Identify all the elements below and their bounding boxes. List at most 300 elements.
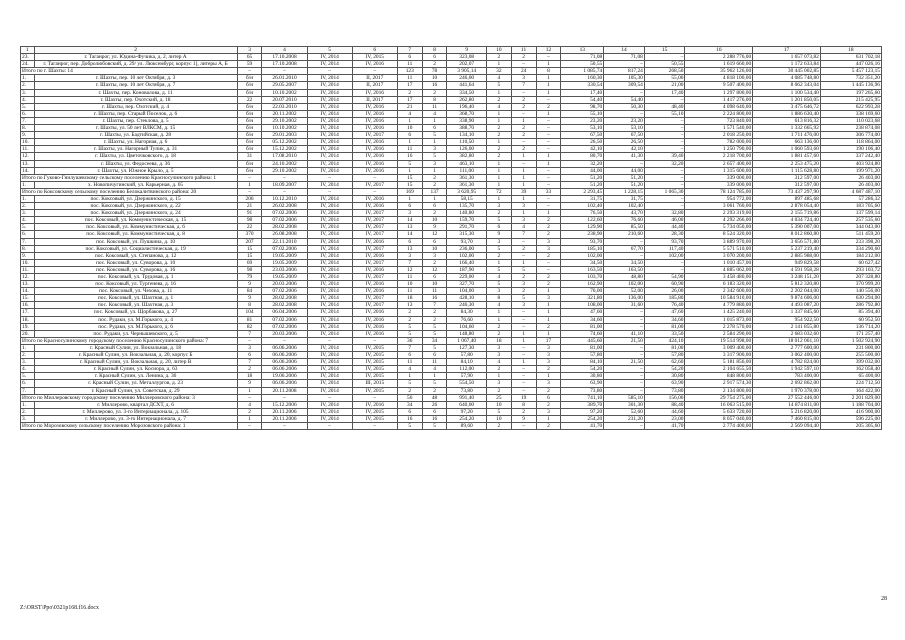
table-cell: 1 bbox=[536, 89, 561, 96]
subtotal-cell: 48 bbox=[422, 394, 447, 401]
table-cell: 441,64 bbox=[447, 82, 486, 89]
table-cell: 2 bbox=[397, 89, 422, 96]
address-cell: пос. Коксовый, ул. Коммунистическая, д. 6 bbox=[34, 224, 237, 231]
table-cell: 2 bbox=[422, 89, 447, 96]
row-number-cell: 15. bbox=[21, 295, 35, 302]
table-cell: 257 535,60 bbox=[820, 217, 881, 224]
table-cell: 52,60 bbox=[604, 408, 645, 415]
table-cell: 93,70 bbox=[561, 238, 604, 245]
row-number-cell: 2. bbox=[21, 82, 35, 89]
table-cell: 60,90 bbox=[644, 281, 685, 288]
table-cell: IV, 2017 bbox=[352, 295, 397, 302]
table-cell: 2 bbox=[422, 387, 447, 394]
subtotal-cell: 27 552 446,00 bbox=[753, 394, 821, 401]
table-cell: IV, 2017 bbox=[352, 132, 397, 139]
table-cell: 14 bbox=[397, 217, 422, 224]
table-cell: IV, 2014 bbox=[307, 252, 352, 259]
row-number-cell: 11. bbox=[21, 266, 35, 273]
table-row bbox=[21, 82, 882, 89]
subtotal-cell: 156,00 bbox=[644, 394, 685, 401]
subtotal-cell: 1 228,15 bbox=[604, 188, 645, 195]
table-cell: – bbox=[536, 146, 561, 153]
table-cell: – bbox=[511, 323, 536, 330]
table-cell: 1 bbox=[536, 415, 561, 422]
table-row bbox=[21, 266, 882, 273]
table-cell: 732 351,20 bbox=[820, 75, 881, 82]
table-cell: 630 294,00 bbox=[820, 295, 881, 302]
subtotal-cell: 6 bbox=[536, 394, 561, 401]
table-cell: 6 bbox=[237, 352, 262, 359]
table-cell: 1 bbox=[397, 373, 422, 380]
column-number-cell: 10 bbox=[486, 47, 511, 54]
table-cell: 5 bbox=[397, 330, 422, 337]
table-cell: 1 bbox=[511, 167, 536, 174]
row-number-cell: 7. bbox=[21, 117, 35, 124]
table-cell: 9 bbox=[237, 281, 262, 288]
subtotal-cell: – bbox=[604, 422, 645, 429]
table-cell: 1 bbox=[511, 153, 536, 160]
subtotal-cell: 137 bbox=[422, 188, 447, 195]
table-cell: 160,30 bbox=[561, 75, 604, 82]
table-cell: 140,80 bbox=[447, 210, 486, 217]
table-cell: 511 459,20 bbox=[820, 231, 881, 238]
table-cell: б/н bbox=[237, 167, 262, 174]
table-row bbox=[21, 330, 882, 337]
subtotal-cell: – bbox=[307, 394, 352, 401]
table-row bbox=[21, 415, 882, 422]
table-cell: 110,50 bbox=[447, 139, 486, 146]
column-number-cell: 15 bbox=[644, 47, 685, 54]
table-cell: 2 bbox=[536, 366, 561, 373]
table-cell: 2 bbox=[511, 132, 536, 139]
table-cell: 3 248 151,20 bbox=[753, 274, 821, 281]
table-cell: 6 bbox=[486, 224, 511, 231]
table-cell: 44,00 bbox=[561, 167, 604, 174]
table-cell: 339 000,00 bbox=[685, 181, 753, 188]
table-cell: 1 100 534,40 bbox=[753, 89, 821, 96]
subtotal-row bbox=[21, 394, 882, 401]
table-cell: 11 bbox=[397, 146, 422, 153]
table-cell: – bbox=[604, 380, 645, 387]
table-cell: IV, 2015 bbox=[352, 408, 397, 415]
table-cell: IV, 2014 bbox=[307, 302, 352, 309]
table-cell: б/н bbox=[237, 132, 262, 139]
table-cell: 06.06.2006 bbox=[262, 366, 307, 373]
table-cell: 5 bbox=[397, 160, 422, 167]
row-number-cell: 2. bbox=[21, 352, 35, 359]
table-cell: 2 bbox=[397, 387, 422, 394]
address-cell: пос. Коксовый, ул. Дзержинского, д. 15 bbox=[34, 195, 237, 202]
table-cell: 4 bbox=[397, 110, 422, 117]
table-cell: 06.06.2006 bbox=[262, 344, 307, 351]
table-cell: – bbox=[604, 323, 645, 330]
address-cell: г. Красный Сулин, ул. Вокзальная, д. 18 bbox=[34, 344, 237, 351]
table-cell: 1 bbox=[486, 373, 511, 380]
table-cell: IV, 2014 bbox=[307, 330, 352, 337]
table-cell: – bbox=[644, 181, 685, 188]
table-cell: 2 104 655,50 bbox=[685, 366, 753, 373]
table-cell: IV, 2015 bbox=[352, 344, 397, 351]
table-cell: 4 591 958,28 bbox=[753, 266, 821, 273]
table-cell: – bbox=[511, 387, 536, 394]
table-cell: 57,90 bbox=[447, 373, 486, 380]
address-cell: г. Шахты, ул. Нагорный Тупик, д. 31 bbox=[34, 146, 237, 153]
table-cell: 1 bbox=[511, 117, 536, 124]
table-row bbox=[21, 373, 882, 380]
table-cell: 2 bbox=[422, 61, 447, 68]
table-cell: 33,50 bbox=[644, 330, 685, 337]
table-cell: IV, 2014 bbox=[307, 295, 352, 302]
subtotal-label: Итого по Коксовскому сельскому поселению Белокалитвинского района: 20 bbox=[21, 188, 238, 195]
table-cell: 4 085 748,80 bbox=[753, 75, 821, 82]
table-cell: 7 460 815,00 bbox=[753, 415, 821, 422]
subtotal-row bbox=[21, 188, 882, 195]
table-cell: 2 bbox=[511, 96, 536, 103]
table-cell: IV, 2016 bbox=[352, 153, 397, 160]
table-cell: 5 bbox=[486, 408, 511, 415]
subtotal-cell: 2 bbox=[422, 174, 447, 181]
table-cell: 783 400,00 bbox=[753, 373, 821, 380]
table-cell: – bbox=[511, 89, 536, 96]
subtotal-cell: 26 403,00 bbox=[820, 174, 881, 181]
address-cell: пос. Коксовый, ул. Трудовая, д. 1 bbox=[34, 274, 237, 281]
subtotal-cell: – bbox=[352, 68, 397, 75]
table-cell: 15 bbox=[237, 252, 262, 259]
table-cell: 85,50 bbox=[604, 224, 645, 231]
table-cell: 137 599,14 bbox=[820, 210, 881, 217]
table-cell: 23.03.2006 bbox=[262, 266, 307, 273]
table-cell: 50,30 bbox=[604, 103, 645, 110]
table-row bbox=[21, 344, 882, 351]
subtotal-cell: – bbox=[237, 337, 262, 344]
table-cell: 2 bbox=[486, 387, 511, 394]
table-row bbox=[21, 117, 882, 124]
table-cell: 15.12.2002 bbox=[262, 146, 307, 153]
address-cell: пос. Коксовый, ул. Щорбакова, д. 27 bbox=[34, 309, 237, 316]
table-cell: 164 422,00 bbox=[820, 387, 881, 394]
table-cell: 1 bbox=[486, 167, 511, 174]
table-cell: 98 bbox=[237, 217, 262, 224]
table-cell: IV, 2014 bbox=[307, 89, 352, 96]
address-cell: г. Шахты, ул. Федосеева, д. 36 bbox=[34, 160, 237, 167]
table-cell: 1 188 704,00 bbox=[820, 401, 881, 408]
table-cell: – bbox=[644, 146, 685, 153]
column-number-cell: 7 bbox=[397, 47, 422, 54]
table-cell: 57,80 bbox=[447, 352, 486, 359]
subtotal-cell: 312 597,00 bbox=[753, 174, 821, 181]
table-cell: 3 bbox=[536, 295, 561, 302]
table-row bbox=[21, 195, 882, 202]
table-cell: 2 bbox=[536, 252, 561, 259]
table-cell: 1 bbox=[486, 117, 511, 124]
registry-table bbox=[20, 46, 882, 430]
address-cell: г. Шахты, пер. Коновалова, д. 11 bbox=[34, 89, 237, 96]
address-cell: пос. Коксовый, ул. Тургенева, д. 16 bbox=[34, 281, 237, 288]
table-cell: 3 bbox=[486, 203, 511, 210]
table-row bbox=[21, 110, 882, 117]
row-number-cell: 19. bbox=[21, 323, 35, 330]
table-cell: 293 103,72 bbox=[820, 266, 881, 273]
table-cell: 28.02.2008 bbox=[262, 295, 307, 302]
table-cell: 199 971,20 bbox=[820, 167, 881, 174]
table-cell: 26.02.2008 bbox=[262, 203, 307, 210]
table-cell: 4 493 087,20 bbox=[753, 302, 821, 309]
table-cell: 2 134 800,00 bbox=[685, 387, 753, 394]
row-number-cell: 5. bbox=[21, 224, 35, 231]
table-cell: 104 bbox=[237, 309, 262, 316]
table-cell: 3 bbox=[511, 203, 536, 210]
row-number-cell: 16. bbox=[21, 302, 35, 309]
table-cell: 2 878 054,40 bbox=[753, 203, 821, 210]
table-cell: 4 885 062,00 bbox=[685, 266, 753, 273]
table-cell: 640,00 bbox=[447, 401, 486, 408]
table-cell: 6 bbox=[397, 203, 422, 210]
table-cell: 5 181 856,00 bbox=[685, 359, 753, 366]
table-cell: 1 bbox=[536, 110, 561, 117]
subtotal-cell: 25 bbox=[486, 394, 511, 401]
table-cell: 21 bbox=[237, 203, 262, 210]
table-cell: 74,60 bbox=[561, 330, 604, 337]
table-cell: – bbox=[644, 266, 685, 273]
table-cell: – bbox=[536, 125, 561, 132]
table-cell: 224 712,50 bbox=[820, 380, 881, 387]
table-cell: 26 403,00 bbox=[820, 181, 881, 188]
table-cell: – bbox=[604, 89, 645, 96]
table-cell: б/н bbox=[237, 110, 262, 117]
address-cell: пос. Коксовый, ул. Дзержинского, д. 24 bbox=[34, 210, 237, 217]
table-cell: 3 bbox=[397, 210, 422, 217]
table-cell: 14 874 811,00 bbox=[753, 401, 821, 408]
table-cell: 1 bbox=[422, 195, 447, 202]
address-cell: г. Шахты, пер. Старый Поселок, д. 6 bbox=[34, 110, 237, 117]
table-cell: 3 bbox=[536, 245, 561, 252]
table-cell: 231,20 bbox=[604, 415, 645, 422]
table-cell: 102,40 bbox=[604, 203, 645, 210]
table-cell: 103,70 bbox=[561, 274, 604, 281]
page-number: 28 bbox=[881, 596, 887, 602]
table-cell: 1 bbox=[486, 61, 511, 68]
table-cell: 1 337 845,60 bbox=[753, 309, 821, 316]
subtotal-cell: 169 bbox=[397, 188, 422, 195]
table-cell: 15 bbox=[237, 245, 262, 252]
table-cell: 210,60 bbox=[604, 231, 645, 238]
table-cell: 1 015 873,00 bbox=[685, 316, 753, 323]
table-cell: 67,50 bbox=[604, 132, 645, 139]
row-number-cell: 6. bbox=[21, 231, 35, 238]
table-cell: 17,40 bbox=[561, 89, 604, 96]
table-cell: 20.07.2010 bbox=[262, 96, 307, 103]
subtotal-cell: 8 bbox=[536, 68, 561, 75]
table-cell: 447 026,16 bbox=[820, 61, 881, 68]
table-cell: IV, 2017 bbox=[352, 259, 397, 266]
table-cell: 3 009 400,00 bbox=[685, 344, 753, 351]
table-cell: 291,70 bbox=[447, 224, 486, 231]
table-cell: 84 bbox=[237, 288, 262, 295]
table-cell: 81,00 bbox=[644, 323, 685, 330]
table-cell: 3 bbox=[422, 252, 447, 259]
table-cell: 81,00 bbox=[561, 344, 604, 351]
table-cell: 954 922,50 bbox=[753, 316, 821, 323]
subtotal-cell: 18 bbox=[486, 337, 511, 344]
address-cell: г. Шахты, ул. Бадтийская, д. 28 bbox=[34, 132, 237, 139]
table-cell: II, 2017 bbox=[352, 75, 397, 82]
table-cell: 3 bbox=[511, 75, 536, 82]
table-cell: 84,10 bbox=[561, 359, 604, 366]
table-cell: 4 818 100,00 bbox=[685, 75, 753, 82]
table-cell: 84,10 bbox=[447, 359, 486, 366]
table-cell: 76,00 bbox=[561, 288, 604, 295]
table-cell: 102,00 bbox=[447, 252, 486, 259]
table-cell: 2 bbox=[237, 408, 262, 415]
table-cell: – bbox=[536, 132, 561, 139]
table-cell: 848 800,00 bbox=[685, 373, 753, 380]
table-cell: IV, 2016 bbox=[352, 160, 397, 167]
subtotal-cell: 991,40 bbox=[447, 394, 486, 401]
table-cell: 1 bbox=[536, 288, 561, 295]
table-cell: б/н bbox=[237, 89, 262, 96]
table-row bbox=[21, 146, 882, 153]
table-cell: 22.03.2010 bbox=[262, 103, 307, 110]
table-cell: 338,90 bbox=[447, 117, 486, 124]
table-cell: IV, 2016 bbox=[352, 89, 397, 96]
table-cell: 60 627,42 bbox=[820, 259, 881, 266]
address-cell: г. Шахты, пер. Охотский, д. 18 bbox=[34, 96, 237, 103]
table-cell: 2 bbox=[536, 103, 561, 110]
table-row bbox=[21, 210, 882, 217]
table-cell: 5 bbox=[422, 344, 447, 351]
table-cell: 2 bbox=[511, 408, 536, 415]
table-cell: 622 993,28 bbox=[820, 103, 881, 110]
table-cell: – bbox=[511, 344, 536, 351]
table-cell: IV, 2014 bbox=[307, 146, 352, 153]
table-cell: IV, 2014 bbox=[307, 387, 352, 394]
table-cell: 1 445 136,96 bbox=[820, 82, 881, 89]
table-cell: 8 bbox=[486, 295, 511, 302]
table-cell: 69 bbox=[237, 259, 262, 266]
table-cell: – bbox=[511, 380, 536, 387]
table-cell: 73,80 bbox=[644, 387, 685, 394]
table-cell: IV, 2014 bbox=[307, 415, 352, 422]
subtotal-cell: 35 962 126,00 bbox=[685, 68, 753, 75]
table-cell: 16 063 515,00 bbox=[685, 401, 753, 408]
table-cell: 3 bbox=[422, 146, 447, 153]
table-cell: 2 155 719,86 bbox=[753, 210, 821, 217]
subtotal-cell: – bbox=[536, 174, 561, 181]
table-cell: 50,55 bbox=[644, 61, 685, 68]
table-cell: 4 bbox=[422, 366, 447, 373]
address-cell: г. Красный Сулин, ул. Косиора, д. 63 bbox=[34, 366, 237, 373]
table-cell: 8 bbox=[511, 401, 536, 408]
table-cell: 2 bbox=[486, 252, 511, 259]
table-cell: 134,10 bbox=[447, 132, 486, 139]
row-number-cell: 9. bbox=[21, 252, 35, 259]
table-cell: 11 bbox=[397, 359, 422, 366]
table-cell: 26.08.2008 bbox=[262, 231, 307, 238]
row-number-cell: 17. bbox=[21, 309, 35, 316]
table-cell: 1 657 073,82 bbox=[753, 54, 821, 61]
table-cell: 82 bbox=[237, 323, 262, 330]
table-cell: 4 098 640,00 bbox=[685, 103, 753, 110]
table-cell: 2 bbox=[536, 281, 561, 288]
table-cell: 187,90 bbox=[447, 266, 486, 273]
table-cell: – bbox=[604, 252, 645, 259]
table-cell: IV, 2014 bbox=[307, 195, 352, 202]
subtotal-label: Итого по Гуково-Гнилушевскому сельскому поселению Красносулинского района: 1 bbox=[21, 174, 238, 181]
table-cell: 2 692 862,00 bbox=[753, 380, 821, 387]
table-cell: 65 bbox=[237, 54, 262, 61]
address-cell: пос. Коксовый, ул. Чехова, д. 11 bbox=[34, 288, 237, 295]
table-cell: – bbox=[511, 352, 536, 359]
table-cell: 17.08.2010 bbox=[262, 153, 307, 160]
table-cell: 57,80 bbox=[644, 352, 685, 359]
row-number-cell: 3. bbox=[21, 415, 35, 422]
table-cell: – bbox=[644, 195, 685, 202]
table-cell: 344 043,00 bbox=[820, 224, 881, 231]
table-cell: 71,08 bbox=[561, 54, 604, 61]
table-cell: 3 bbox=[536, 352, 561, 359]
table-cell: 5 bbox=[486, 281, 511, 288]
subtotal-cell: – bbox=[644, 174, 685, 181]
table-cell: IV, 2014 bbox=[307, 323, 352, 330]
table-cell: 1 bbox=[511, 359, 536, 366]
table-cell: 47,60 bbox=[561, 309, 604, 316]
row-number-cell: 1. bbox=[21, 75, 35, 82]
table-cell: IV, 2015 bbox=[352, 387, 397, 394]
table-cell: 81,00 bbox=[561, 323, 604, 330]
table-cell: – bbox=[604, 238, 645, 245]
table-cell: 26,50 bbox=[604, 139, 645, 146]
table-cell: 202,07 bbox=[447, 61, 486, 68]
table-cell: 3 317 900,00 bbox=[685, 352, 753, 359]
subtotal-label: Итого по Миллеровскому городскому поселению Миллеровского района: 3 bbox=[21, 394, 238, 401]
table-cell: 48,40 bbox=[644, 103, 685, 110]
table-cell: 07.02.2006 bbox=[262, 245, 307, 252]
table-cell: 1 bbox=[536, 373, 561, 380]
subtotal-cell: 56 bbox=[397, 394, 422, 401]
table-cell: 63,90 bbox=[561, 380, 604, 387]
table-cell: – bbox=[536, 54, 561, 61]
table-cell: 1 bbox=[536, 82, 561, 89]
table-cell: 10 bbox=[422, 281, 447, 288]
table-cell: 2 bbox=[511, 274, 536, 281]
table-cell: IV, 2017 bbox=[352, 302, 397, 309]
column-number-cell: 13 bbox=[561, 47, 604, 54]
table-cell: 4 782 824,00 bbox=[753, 359, 821, 366]
table-cell: 06.06.2006 bbox=[262, 352, 307, 359]
table-cell: 20.03.2006 bbox=[262, 330, 307, 337]
table-cell: 197 265,60 bbox=[820, 89, 881, 96]
table-cell: 32,80 bbox=[644, 210, 685, 217]
table-cell: 1 bbox=[422, 139, 447, 146]
table-cell: IV, 2015 bbox=[352, 359, 397, 366]
subtotal-cell: 3 905,14 bbox=[447, 68, 486, 75]
subtotal-cell: – bbox=[237, 422, 262, 429]
table-cell: 554,50 bbox=[447, 380, 486, 387]
table-cell: 663 136,00 bbox=[753, 139, 821, 146]
table-cell: 1 332 665,92 bbox=[753, 125, 821, 132]
subtotal-cell: 5 bbox=[397, 422, 422, 429]
row-number-cell: 4. bbox=[21, 96, 35, 103]
table-cell: 10 bbox=[486, 401, 511, 408]
address-cell: х. Новопичугинский, ул. Карьерная, д. 65 bbox=[34, 181, 237, 188]
table-row bbox=[21, 316, 882, 323]
table-cell: 21 bbox=[397, 103, 422, 110]
table-cell: 15 bbox=[397, 181, 422, 188]
row-number-cell: 5. bbox=[21, 103, 35, 110]
table-cell: – bbox=[644, 132, 685, 139]
table-cell: 07.02.2006 bbox=[262, 323, 307, 330]
table-cell: 3 bbox=[237, 344, 262, 351]
